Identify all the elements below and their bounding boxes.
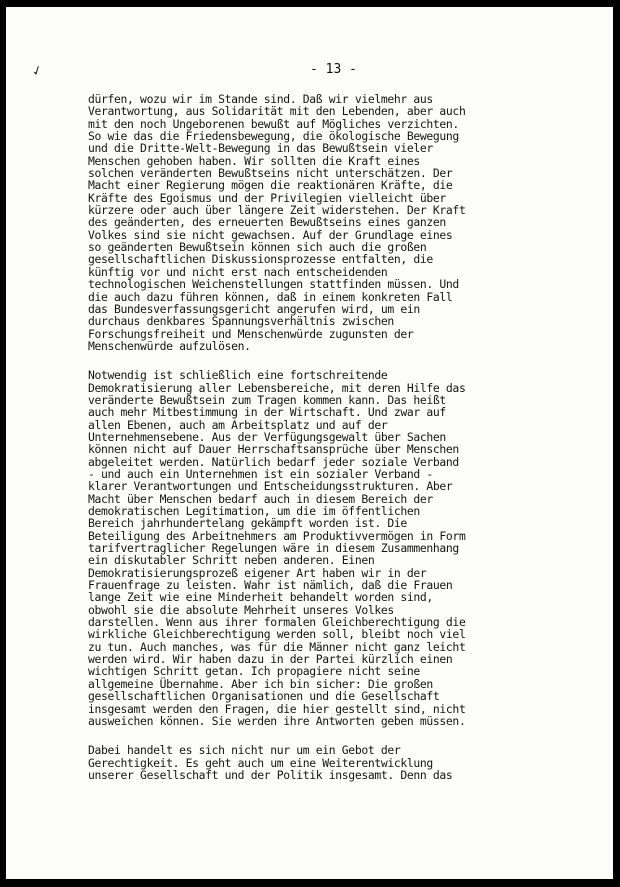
text-line: Demokratisierung aller Lebensbereiche, mit deren Hilfe das — [88, 380, 466, 395]
text-line: - und auch ein Unternehmen ist ein sozialer Verband - — [88, 466, 433, 481]
text-line: mit den noch Ungeborenen bewußt auf Mögliches verzichten. — [88, 116, 459, 131]
text-line: Menschen gehoben haben. Wir sollten die Kraft eines — [88, 153, 420, 168]
text-line: demokratischen Legitimation, um die im öffentlichen — [88, 504, 420, 518]
text-line: abgeleitet werden. Natürlich bedarf jeder soziale Verband — [88, 454, 459, 469]
text-line: die auch dazu führen können, daß in einem konkreten Fall — [88, 289, 453, 304]
text-line: wirkliche Gleichberechtigung werden soll, bleibt noch viel — [88, 627, 466, 642]
text-line: dürfen, wozu wir im Stande sind. Daß wir vielmehr aus — [88, 92, 433, 106]
text-line: Verantwortung, aus Solidarität mit den Lebenden, aber auch — [88, 104, 466, 119]
text-line: Dabei handelt es sich nicht nur um ein Gebot der — [88, 743, 401, 758]
text-line: so geänderten Bewußtsein können sich auch die großen — [88, 240, 427, 255]
body-text — [88, 93, 568, 798]
text-line: Volkes sind sie nicht gewachsen. Auf der Grundlage eines — [88, 227, 453, 242]
text-line: das Bundesverfassungsgericht angerufen wird, um ein — [88, 301, 420, 316]
text-line: lange Zeit wie eine Minderheit behandelt worden sind, — [88, 590, 433, 605]
text-line: Unternehmensebene. Aus der Verfügungsgewalt über Sachen — [88, 429, 446, 444]
text-line: künftig vor und nicht erst nach entscheidenden — [88, 264, 388, 279]
text-line: Beteiligung des Arbeitnehmers am Produktivvermögen in Form — [88, 528, 466, 543]
text-line: Frauenfrage zu leisten. Wahr ist nämlich, daß die Frauen — [88, 578, 453, 593]
margin-checkmark: ✓ — [29, 62, 46, 81]
text-line: zu tun. Auch manches, was für die Männer nicht ganz leicht — [88, 639, 466, 654]
page-number: - 13 - — [310, 62, 357, 77]
text-line: gesellschaftlichen Organisationen und die Gesellschaft — [88, 689, 440, 704]
text-line: auch mehr Mitbestimmung in der Wirtschaft. Und zwar auf — [88, 405, 446, 420]
text-line: Kräfte des Egoismus und der Privilegien vielleicht über — [88, 190, 446, 205]
text-line: obwohl sie die absolute Mehrheit unseres Volkes — [88, 602, 394, 617]
text-line: und die Dritte-Welt-Bewegung in das Bewußtsein vieler — [88, 141, 433, 156]
text-line: gesellschaftlichen Diskussionsprozesse entfalten, die — [88, 252, 433, 267]
text-line: allen Ebenen, auch am Arbeitsplatz und auf der — [88, 417, 388, 432]
text-line: durchaus denkbares Spannungsverhältnis zwischen — [88, 314, 394, 329]
text-line: Bereich jahrhundertelang gekämpft worden ist. Die — [88, 516, 407, 531]
text-line: Macht über Menschen bedarf auch in diesem Bereich der — [88, 491, 433, 506]
text-line: Notwendig ist schließlich eine fortschreitende — [88, 368, 388, 383]
paragraph-1 — [88, 93, 568, 352]
text-line: wichtigen Schritt getan. Ich propagiere nicht seine — [88, 664, 420, 679]
document-page — [6, 7, 613, 879]
paragraph-2 — [88, 369, 568, 727]
text-line: des geänderten, des erneuerten Bewußtseins eines ganzen — [88, 215, 446, 230]
text-line: darstellen. Wenn aus ihrer formalen Gleichberechtigung die — [88, 615, 466, 630]
text-line: insgesamt werden den Fragen, die hier gestellt sind, nicht — [88, 701, 466, 716]
text-line: allgemeine Übernahme. Aber ich bin sicher: Die großen — [88, 676, 433, 691]
text-line: veränderte Bewußtsein zum Tragen kommen kann. Das heißt — [88, 392, 446, 407]
text-line: ausweichen können. Sie werden ihre Antworten geben müssen. — [88, 713, 466, 728]
text-line: ein diskutabler Schritt neben anderen. Einen — [88, 553, 375, 568]
text-line: Macht einer Regierung mögen die reaktionären Kräfte, die — [88, 178, 453, 193]
paragraph-3 — [88, 744, 568, 781]
text-line: solchen veränderten Bewußtseins nicht unterschätzen. Der — [88, 166, 453, 181]
text-line: werden wird. Wir haben dazu in der Partei kürzlich einen — [88, 652, 453, 667]
text-line: Menschenwürde aufzulösen. — [88, 338, 251, 353]
text-line: tarifvertraglicher Regelungen wäre in diesem Zusammenhang — [88, 541, 459, 556]
text-line: technologischen Weichenstellungen stattfinden müssen. Und — [88, 277, 459, 292]
text-line: können nicht auf Dauer Herrschaftsansprüche über Menschen — [88, 442, 459, 457]
text-line: Forschungsfreiheit und Menschenwürde zugunsten der — [88, 326, 414, 341]
text-line: klarer Verantwortungen und Entscheidungsstrukturen. Aber — [88, 479, 453, 494]
text-line: Gerechtigkeit. Es geht auch um eine Weiterentwicklung — [88, 755, 433, 770]
text-line: So wie das die Friedensbewegung, die ökologische Bewegung — [88, 129, 459, 144]
text-line: unserer Gesellschaft und der Politik insgesamt. Denn das — [88, 767, 453, 782]
text-line: Demokratisierungsprozeß eigener Art haben wir in der — [88, 565, 427, 580]
text-line: kürzere oder auch über längere Zeit widerstehen. Der Kraft — [88, 203, 466, 218]
